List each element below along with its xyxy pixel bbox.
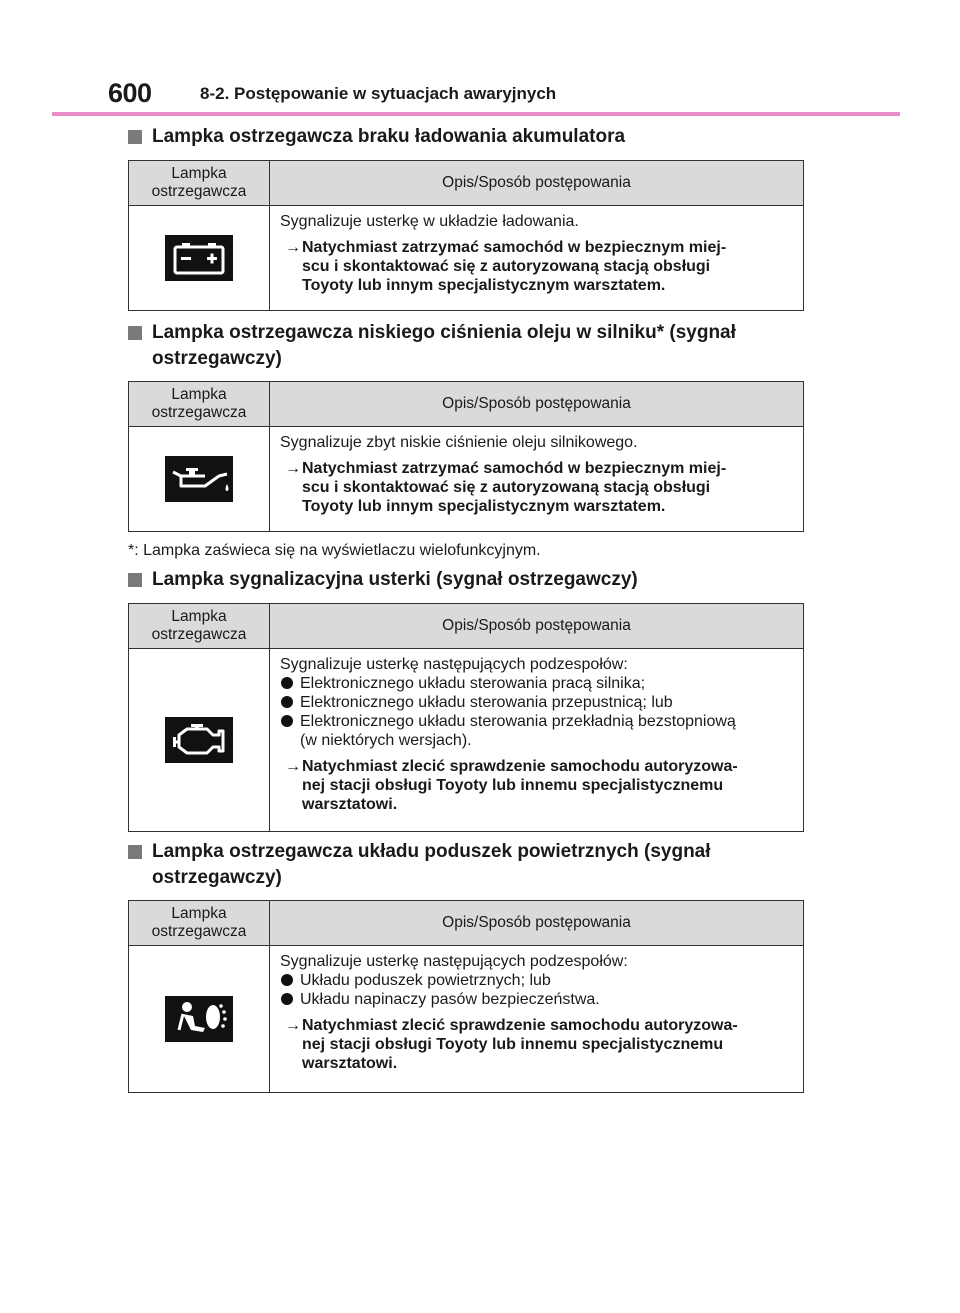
header-lamp: Lampka ostrzegawcza — [129, 604, 270, 649]
warning-table — [128, 900, 804, 1093]
lamp-cell — [129, 427, 270, 532]
bullet-dot — [281, 993, 293, 1005]
header-desc: Opis/Sposób postępowania — [270, 604, 804, 649]
header-lamp: Lampka ostrzegawcza — [129, 901, 270, 946]
warning-table — [128, 160, 804, 311]
list-item: Elektronicznego układu sterowania przekładnią bezstopniową (w niektórych wersjach). — [280, 712, 793, 750]
airbag-icon — [165, 996, 233, 1042]
table-row — [129, 946, 804, 1093]
desc-cell: Sygnalizuje usterkę następujących podzespołów: Elektronicznego układu sterowania pracą silnika; Elektronicznego układu sterowania przepustnicą; lub Elektronicznego układu sterowania przekładnią bezstopniową (w niektórych wersjach). → Natychmiast zlecić sprawdzenie samochodu autoryzowa- nej stacji obsługi Toyoty lub innemu specjalistycznemu warsztatowi. — [270, 649, 804, 832]
table-header-row — [129, 604, 804, 649]
list-item: Układu poduszek powietrznych; lub — [280, 971, 793, 990]
section-title: Lampka ostrzegawcza braku ładowania akumulatora — [128, 124, 804, 150]
table-row — [129, 427, 804, 532]
list-item: Elektronicznego układu sterowania przepustnicą; lub — [280, 693, 793, 712]
battery-icon — [165, 235, 233, 281]
page-number: 600 — [108, 78, 152, 108]
table-row — [129, 649, 804, 832]
section-battery-warning — [128, 124, 804, 311]
desc-cell: Sygnalizuje zbyt niskie ciśnienie oleju silnikowego. → Natychmiast zatrzymać samochód w bezpiecznym miej- scu i skontaktować się z autoryzowaną stacją obsługi Toyoty lub innym specjalistycznym warsztatem. — [270, 427, 804, 532]
table-header-row — [129, 161, 804, 206]
section-bullet-square — [128, 326, 142, 340]
action-text: → Natychmiast zatrzymać samochód w bezpiecznym miej- scu i skontaktować się z autoryzowaną stacją obsługi Toyoty lub innym specjalistycznym warsztatem. — [285, 460, 727, 515]
engine-icon — [165, 717, 233, 763]
header-lamp: Lampka ostrzegawcza — [129, 382, 270, 427]
section-title: Lampka sygnalizacyjna usterki (sygnał ostrzegawczy) — [128, 567, 804, 593]
lamp-cell — [129, 946, 270, 1093]
table-header-row — [129, 382, 804, 427]
action-text: → Natychmiast zlecić sprawdzenie samochodu autoryzowa- nej stacji obsługi Toyoty lub innemu specjalistycznemu warsztatowi. — [285, 758, 738, 813]
table-row — [129, 206, 804, 311]
header-desc: Opis/Sposób postępowania — [270, 901, 804, 946]
bullet-dot — [281, 715, 293, 727]
list-item: Układu napinaczy pasów bezpieczeństwa. — [280, 990, 793, 1009]
desc-cell: Sygnalizuje usterkę następujących podzespołów: Układu poduszek powietrznych; lub Układu napinaczy pasów bezpieczeństwa. → Natychmiast zlecić sprawdzenie samochodu autoryzowa- nej stacji obsługi Toyoty lub innemu specjalistycznemu warsztatowi. — [270, 946, 804, 1093]
section-engine-malfunction — [128, 567, 804, 832]
section-airbag-warning — [128, 839, 804, 1093]
bullet-dot — [281, 677, 293, 689]
lamp-cell — [129, 649, 270, 832]
list-item: Elektronicznego układu sterowania pracą silnika; — [280, 674, 793, 693]
desc-cell: Sygnalizuje usterkę w układzie ładowania. → Natychmiast zatrzymać samochód w bezpiecznym miej- scu i skontaktować się z autoryzowaną stacją obsługi Toyoty lub innym specjalistycznym warsztatem. — [270, 206, 804, 311]
action-text: → Natychmiast zlecić sprawdzenie samochodu autoryzowa- nej stacji obsługi Toyoty lub innemu specjalistycznemu warsztatowi. — [285, 1017, 738, 1072]
header-divider — [52, 112, 900, 116]
page-header — [108, 78, 898, 112]
warning-table — [128, 381, 804, 532]
section-bullet-square — [128, 130, 142, 144]
section-oil-pressure-warning — [128, 320, 804, 532]
warning-table — [128, 603, 804, 832]
header-desc: Opis/Sposób postępowania — [270, 382, 804, 427]
section-title: Lampka ostrzegawcza niskiego ciśnienia oleju w silniku* (sygnał ostrzegawczy) — [128, 320, 804, 372]
header-lamp: Lampka ostrzegawcza — [129, 161, 270, 206]
section-bullet-square — [128, 845, 142, 859]
section-bullet-square — [128, 573, 142, 587]
lamp-cell — [129, 206, 270, 311]
action-text: → Natychmiast zatrzymać samochód w bezpiecznym miej- scu i skontaktować się z autoryzowaną stacją obsługi Toyoty lub innym specjalistycznym warsztatem. — [285, 239, 727, 294]
footnote: *: Lampka zaświeca się na wyświetlaczu wielofunkcyjnym. — [128, 542, 541, 559]
table-header-row — [129, 901, 804, 946]
oil-can-icon — [165, 456, 233, 502]
header-desc: Opis/Sposób postępowania — [270, 161, 804, 206]
chapter-title: 8-2. Postępowanie w sytuacjach awaryjnych — [200, 84, 557, 103]
bullet-dot — [281, 696, 293, 708]
bullet-dot — [281, 974, 293, 986]
section-title: Lampka ostrzegawcza układu poduszek powietrznych (sygnał ostrzegawczy) — [128, 839, 804, 891]
